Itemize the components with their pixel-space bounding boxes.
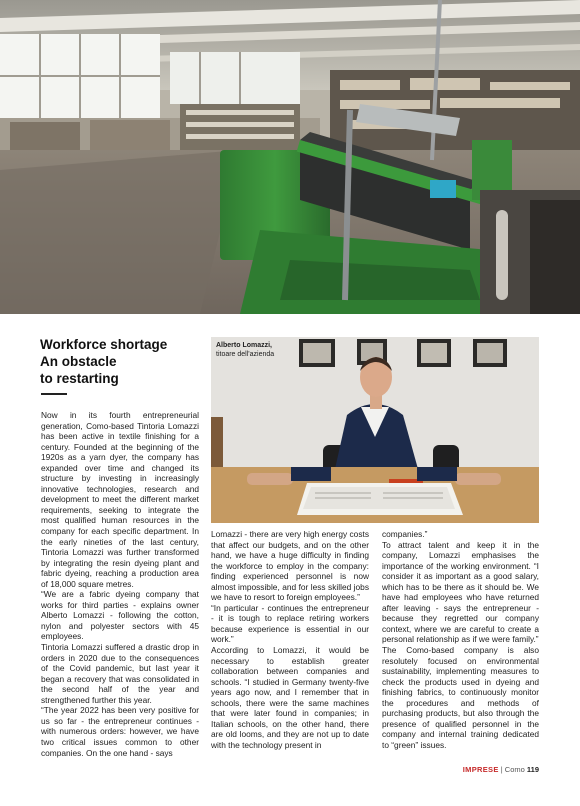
paragraph: Tintoria Lomazzi suffered a drastic drop in orders in 2020 due to the consequences of the Covid pandemic, but last year it began a recovery that was consolidated in the second half of the year and strengthened further this year. <box>41 642 199 705</box>
headline-divider <box>41 393 67 395</box>
headline-line: to restarting <box>40 371 119 386</box>
page-number: 119 <box>526 765 539 774</box>
article-headline <box>40 336 210 387</box>
paragraph: “In particular - continues the entrepreneur - it is tough to replace retiring workers because experience is essential in our work.” <box>211 602 369 645</box>
article-column-3 <box>382 529 539 750</box>
paragraph: To attract talent and keep it in the company, Lomazzi emphasises the importance of the working environment. “I consider it as important as a good salary, which has to be there as it should be. We have had employees who have returned after leaving - says the entrepreneur - because they regretted our company context, where we are careful to create a personal relationship as if we were family.” <box>382 539 539 645</box>
paragraph: companies.” <box>382 529 428 539</box>
caption-name: Alberto Lomazzi, <box>216 342 273 349</box>
paragraph: Lomazzi - there are very high energy costs that affect our budgets, and on the other hand, we have a huge difficulty in finding the workforce to employ in the company: finding experienced personnel is now almost impossible, and for less skilled jobs we have to resort to foreign employees.” <box>211 529 369 603</box>
portrait-photo <box>211 337 539 523</box>
article-column-2 <box>211 529 369 750</box>
footer-separator: | <box>498 765 505 774</box>
caption-role: titoare dell'azienda <box>216 351 275 358</box>
photo-caption <box>216 341 274 359</box>
footer-city: Como <box>504 765 525 774</box>
paragraph: “The year 2022 has been very positive for us so far - the entrepreneur continues - with numerous orders: however, we have two critical issues common to other companies. On the one hand - says <box>41 705 199 758</box>
article-column-1 <box>41 410 199 758</box>
paragraph: The Como-based company is also resolutely focused on environmental sustainability, implementing measures to check the products used in dyeing and finishing fabrics, to continuously monitor the procedures and methods of purchasing products, but also through the presence of qualified personnel in the company and internal training dedicated to “green” issues. <box>382 645 539 750</box>
headline-line: An obstacle <box>40 354 117 369</box>
page-footer <box>463 765 539 774</box>
headline-line: Workforce shortage <box>40 337 168 352</box>
workshop-photo <box>0 0 580 314</box>
footer-section: IMPRESE <box>462 765 499 774</box>
paragraph: “We are a fabric dyeing company that works for third parties - explains owner Alberto Lomazzi - following the cotton, nylon and polyester sectors with 45 employees. <box>41 589 199 642</box>
paragraph: According to Lomazzi, it would be necessary to establish greater collaboration between companies and schools. “I studied in Germany twenty-five years ago now, and I remember that in schools, there were the same machines that were later found in companies; in Italian schools, on the other hand, there are old looms, and they are not up to date with the technology present in <box>211 645 369 750</box>
paragraph: Now in its fourth entrepreneurial generation, Como-based Tintoria Lomazzi has been active in textile finishing for a century. Founded at the beginning of the 1920s as a yarn dyer, the company has expanded over time and changed its structure by investing in increasingly innovative technologies, research and development to meet the different market requirements, seeking to integrate the most qualified human resources in the company for each specific department. In the early nineties of the last century, Tintoria Lomazzi was further transformed by integrating the resin dyeing plant and fabric dyeing, reaching a production area of 18,000 square metres. <box>41 410 199 589</box>
